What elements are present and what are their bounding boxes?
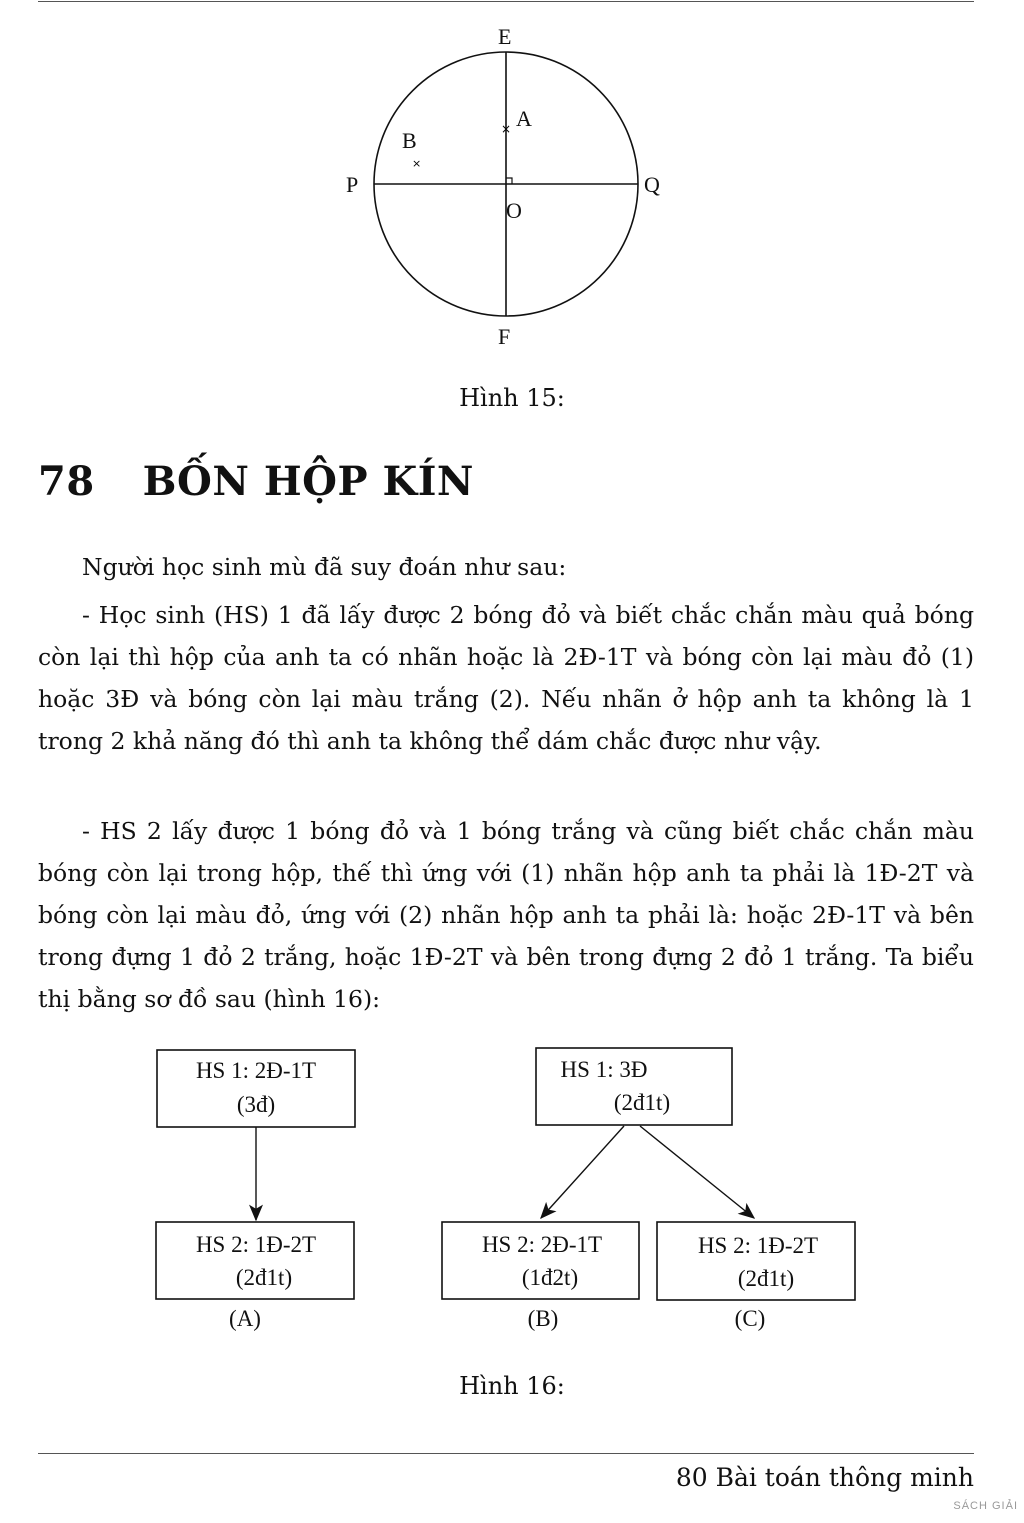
box-a-line1: HS 2: 1Đ-2T xyxy=(195,1232,317,1257)
label-f: F xyxy=(498,324,511,349)
box-c-line1: HS 2: 1Đ-2T xyxy=(697,1233,819,1258)
box-c-line2: (2đ1t) xyxy=(737,1266,795,1291)
box-left-top-line1: HS 1: 2Đ-1T xyxy=(195,1058,317,1083)
point-a-mark: × xyxy=(501,122,512,136)
label-b: (B) xyxy=(527,1306,559,1331)
right-angle-mark xyxy=(506,178,512,184)
figure-15-circle-diagram xyxy=(330,18,690,358)
label-b: B xyxy=(402,128,417,153)
label-p: P xyxy=(346,172,359,197)
label-a: (A) xyxy=(229,1306,261,1331)
box-left-top-line2: (3đ) xyxy=(236,1092,276,1117)
box-right-top-line1: HS 1: 3Đ xyxy=(560,1057,648,1082)
box-b-line2: (1đ2t) xyxy=(521,1265,579,1290)
arrow-right-top-to-c xyxy=(640,1126,754,1218)
label-o: O xyxy=(506,198,522,223)
label-c: (C) xyxy=(734,1306,766,1331)
section-heading xyxy=(38,458,474,505)
top-rule xyxy=(38,1,974,2)
bottom-rule xyxy=(38,1453,974,1454)
arrow-right-top-to-b xyxy=(541,1126,624,1218)
box-right-top-line2: (2đ1t) xyxy=(613,1090,671,1115)
figure-16-caption: Hình 16: xyxy=(459,1372,565,1400)
point-b-mark: × xyxy=(412,157,422,170)
figure-16-flow-diagram xyxy=(140,1038,880,1338)
paragraph-intro: Người học sinh mù đã suy đoán như sau: xyxy=(82,553,567,581)
footer-book-title: 80 Bài toán thông minh xyxy=(675,1463,974,1492)
label-a: A xyxy=(516,106,532,131)
label-e: E xyxy=(498,24,512,49)
box-a-line2: (2đ1t) xyxy=(235,1265,293,1290)
watermark-logo: SÁCH GIẢI xyxy=(953,1500,1018,1512)
box-b-line1: HS 2: 2Đ-1T xyxy=(481,1232,603,1257)
figure-15-caption: Hình 15: xyxy=(459,384,565,412)
section-title: BỐN HỘP KÍN xyxy=(142,458,474,505)
paragraph-hs2: - HS 2 lấy được 1 bóng đỏ và 1 bóng trắng và cũng biết chắc chắn màu bóng còn lại trong hộp, thế thì ứng với (1) nhãn hộp anh ta phải là 1Đ-2T và bóng còn lại màu đỏ, ứng với (2) nhãn hộp anh ta phải là: hoặc 2Đ-1T và bên trong đựng 1 đỏ 2 trắng, hoặc 1Đ-2T và bên trong đựng 2 đỏ 1 trắng. Ta biểu thị bằng sơ đồ sau (hình 16): xyxy=(38,817,974,1013)
label-q: Q xyxy=(644,172,660,197)
section-number: 78 xyxy=(38,458,95,505)
paragraph-hs1: - Học sinh (HS) 1 đã lấy được 2 bóng đỏ và biết chắc chắn màu quả bóng còn lại thì hộp của anh ta có nhãn hoặc là 2Đ-1T và bóng còn lại màu đỏ (1) hoặc 3Đ và bóng còn lại màu trắng (2). Nếu nhãn ở hộp anh ta không là 1 trong 2 khả năng đó thì anh ta không thể dám chắc được như vậy. xyxy=(38,601,974,755)
